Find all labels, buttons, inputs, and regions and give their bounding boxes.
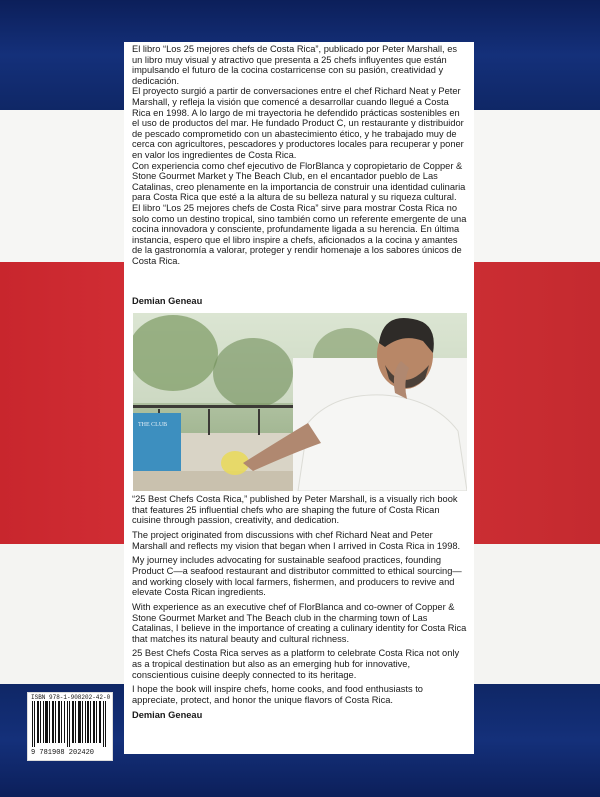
english-paragraph-6: I hope the book will inspire chefs, home cooks, and food enthusiasts to appreciate, protect, and honor the unique flavors of Costa Rica. bbox=[132, 684, 423, 706]
spanish-paragraph-3: Con experiencia como chef ejecutivo de FlorBlanca y copropietario de Copper & Stone Gourmet Market y The Beach Club, en el encantador pueblo de Las Catalinas, creo plenamente en la importancia de construir una identidad culinaria para Costa Rica que esté a la altura de su belleza natural y su riqueza cultural. bbox=[132, 160, 466, 203]
english-paragraph-4: With experience as an executive chef of FlorBlanca and co-owner of Copper & Stone Gourmet Market and The Beach club in the charming town of Las Catalinas, I believe in the importance of creating a culinary identity for Costa Rica that matches its natural beauty and cultural richness. bbox=[132, 601, 467, 644]
isbn-barcode bbox=[27, 692, 113, 761]
english-signature: Demian Geneau bbox=[132, 709, 203, 720]
english-text bbox=[132, 494, 468, 725]
chef-photo-illustration bbox=[133, 313, 467, 491]
english-paragraph-5: 25 Best Chefs Costa Rica serves as a platform to celebrate Costa Rica not only as a tropical destination but also as an emerging hub for innovative, conscientious cuisine deeply connected to its heritage. bbox=[132, 648, 460, 680]
chef-photo bbox=[133, 313, 467, 491]
barcode-bars bbox=[32, 701, 108, 747]
isbn-label: ISBN 978-1-908202-42-0 bbox=[31, 694, 111, 701]
spanish-signature: Demian Geneau bbox=[132, 296, 203, 306]
english-paragraph-3: My journey includes advocating for sustainable seafood practices, founding Product C—a seafood restaurant and distributor committed to ethical sourcing—and working closely with local farmers, fishermen, and producers to revive and elevate Costa Rican ingredients. bbox=[132, 555, 462, 598]
spanish-paragraph-4: El libro “Los 25 mejores chefs de Costa Rica” sirve para mostrar Costa Rica no solo como un destino tropical, sino también como un referente emergente de una cocina innovadora y consciente, profundamente ligada a su herencia. En última instancia, espero que el libro inspire a chefs, aficionados a la cocina y amantes de la gastronomía a valorar, proteger y rendir homenaje a los sabores únicos de Costa Rica. bbox=[132, 202, 467, 266]
english-paragraph-2: The project originated from discussions with chef Richard Neat and Peter Marshall and reflects my vision that began when I arrived in Costa Rica in 1998. bbox=[132, 529, 461, 551]
spanish-paragraph-1: El libro “Los 25 mejores chefs de Costa Rica”, publicado por Peter Marshall, es un libro muy visual y atractivo que presenta a 25 chefs influyentes que están impulsando el futuro de la cocina costarricense con su pasión, creatividad y dedicación. bbox=[132, 44, 458, 86]
spanish-text bbox=[132, 44, 468, 266]
spanish-paragraph-2: El proyecto surgió a partir de conversaciones entre el chef Richard Neat y Peter Marshall, y refleja la visión que comencé a desarrollar cuando llegué a Costa Rica en 1998. A lo largo de mi trayectoria he defendido prácticas sostenibles en el uso de productos del mar. He fundado Product C, un restaurante y distribuidor de pescado comprometido con un abastecimiento ético, y he trabajado muy de cerca con agricultores, pescadores y productores locales para recuperar y poner en valor los ingredientes de Costa Rica. bbox=[132, 86, 464, 160]
menu-card-title: THE CLUB bbox=[138, 422, 168, 428]
english-paragraph-1: “25 Best Chefs Costa Rica,” published by Peter Marshall, is a visually rich book that features 25 influential chefs who are shaping the future of Costa Rican cuisine through passion, creativity, and dedication. bbox=[132, 494, 458, 526]
barcode-digits: 9 781908 202420 bbox=[31, 749, 95, 757]
